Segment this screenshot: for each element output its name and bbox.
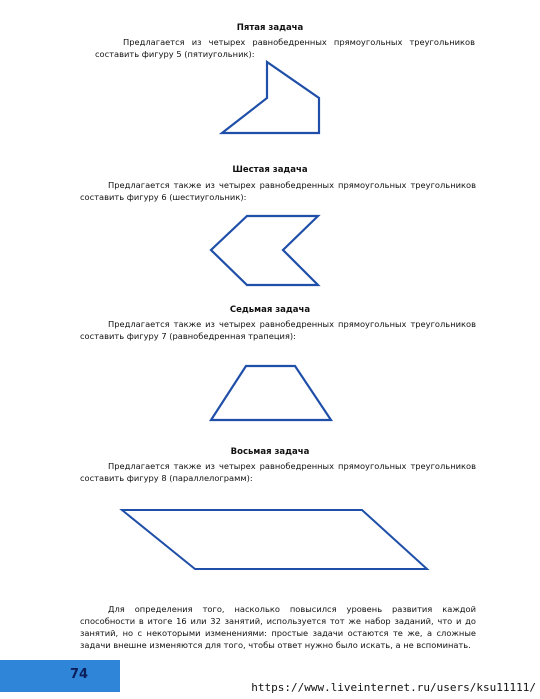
page-number-badge bbox=[0, 660, 120, 692]
task7-text: Предлагается также из четырех равнобедренных прямоугольных треугольников составить фигуру 7 (равнобедренная трапеция): bbox=[80, 319, 476, 341]
page-number: 74 bbox=[70, 667, 89, 682]
task6-title: Шестая задача bbox=[232, 165, 308, 175]
figure-8-parallelogram bbox=[122, 510, 427, 569]
task5-title: Пятая задача bbox=[236, 23, 304, 33]
figure-5-pentagon bbox=[222, 62, 319, 133]
watermark-url: https://www.liveinternet.ru/users/ksu11111/ bbox=[251, 681, 536, 694]
figure-6-hexagon bbox=[211, 216, 318, 285]
task6-text: Предлагается также из четырех равнобедренных прямоугольных треугольников составить фигуру 6 (шестиугольник): bbox=[80, 180, 476, 202]
task8-text: Предлагается также из четырех равнобедренных прямоугольных треугольников составить фигуру 8 (параллелограмм): bbox=[80, 461, 476, 483]
task5-text: Предлагается из четырех равнобедренных прямоугольных треугольников составить фигуру 5 (пятиугольник): bbox=[95, 37, 475, 59]
conclusion-text: Для определения того, насколько повысился уровень развития каждой способности в итоге 16 или 32 занятий, используется тот же набор заданий, что и до занятий, но с некоторыми изменениями: простые задачи остаются те же, а сложные задачи внешне изменяются для того, чтобы ответ нужно было искать, а не вспоминать. bbox=[80, 604, 476, 650]
task7-title: Седьмая задача bbox=[229, 305, 311, 315]
figure-7-trapezoid bbox=[211, 366, 331, 420]
task8-title: Восьмая задача bbox=[230, 447, 310, 457]
